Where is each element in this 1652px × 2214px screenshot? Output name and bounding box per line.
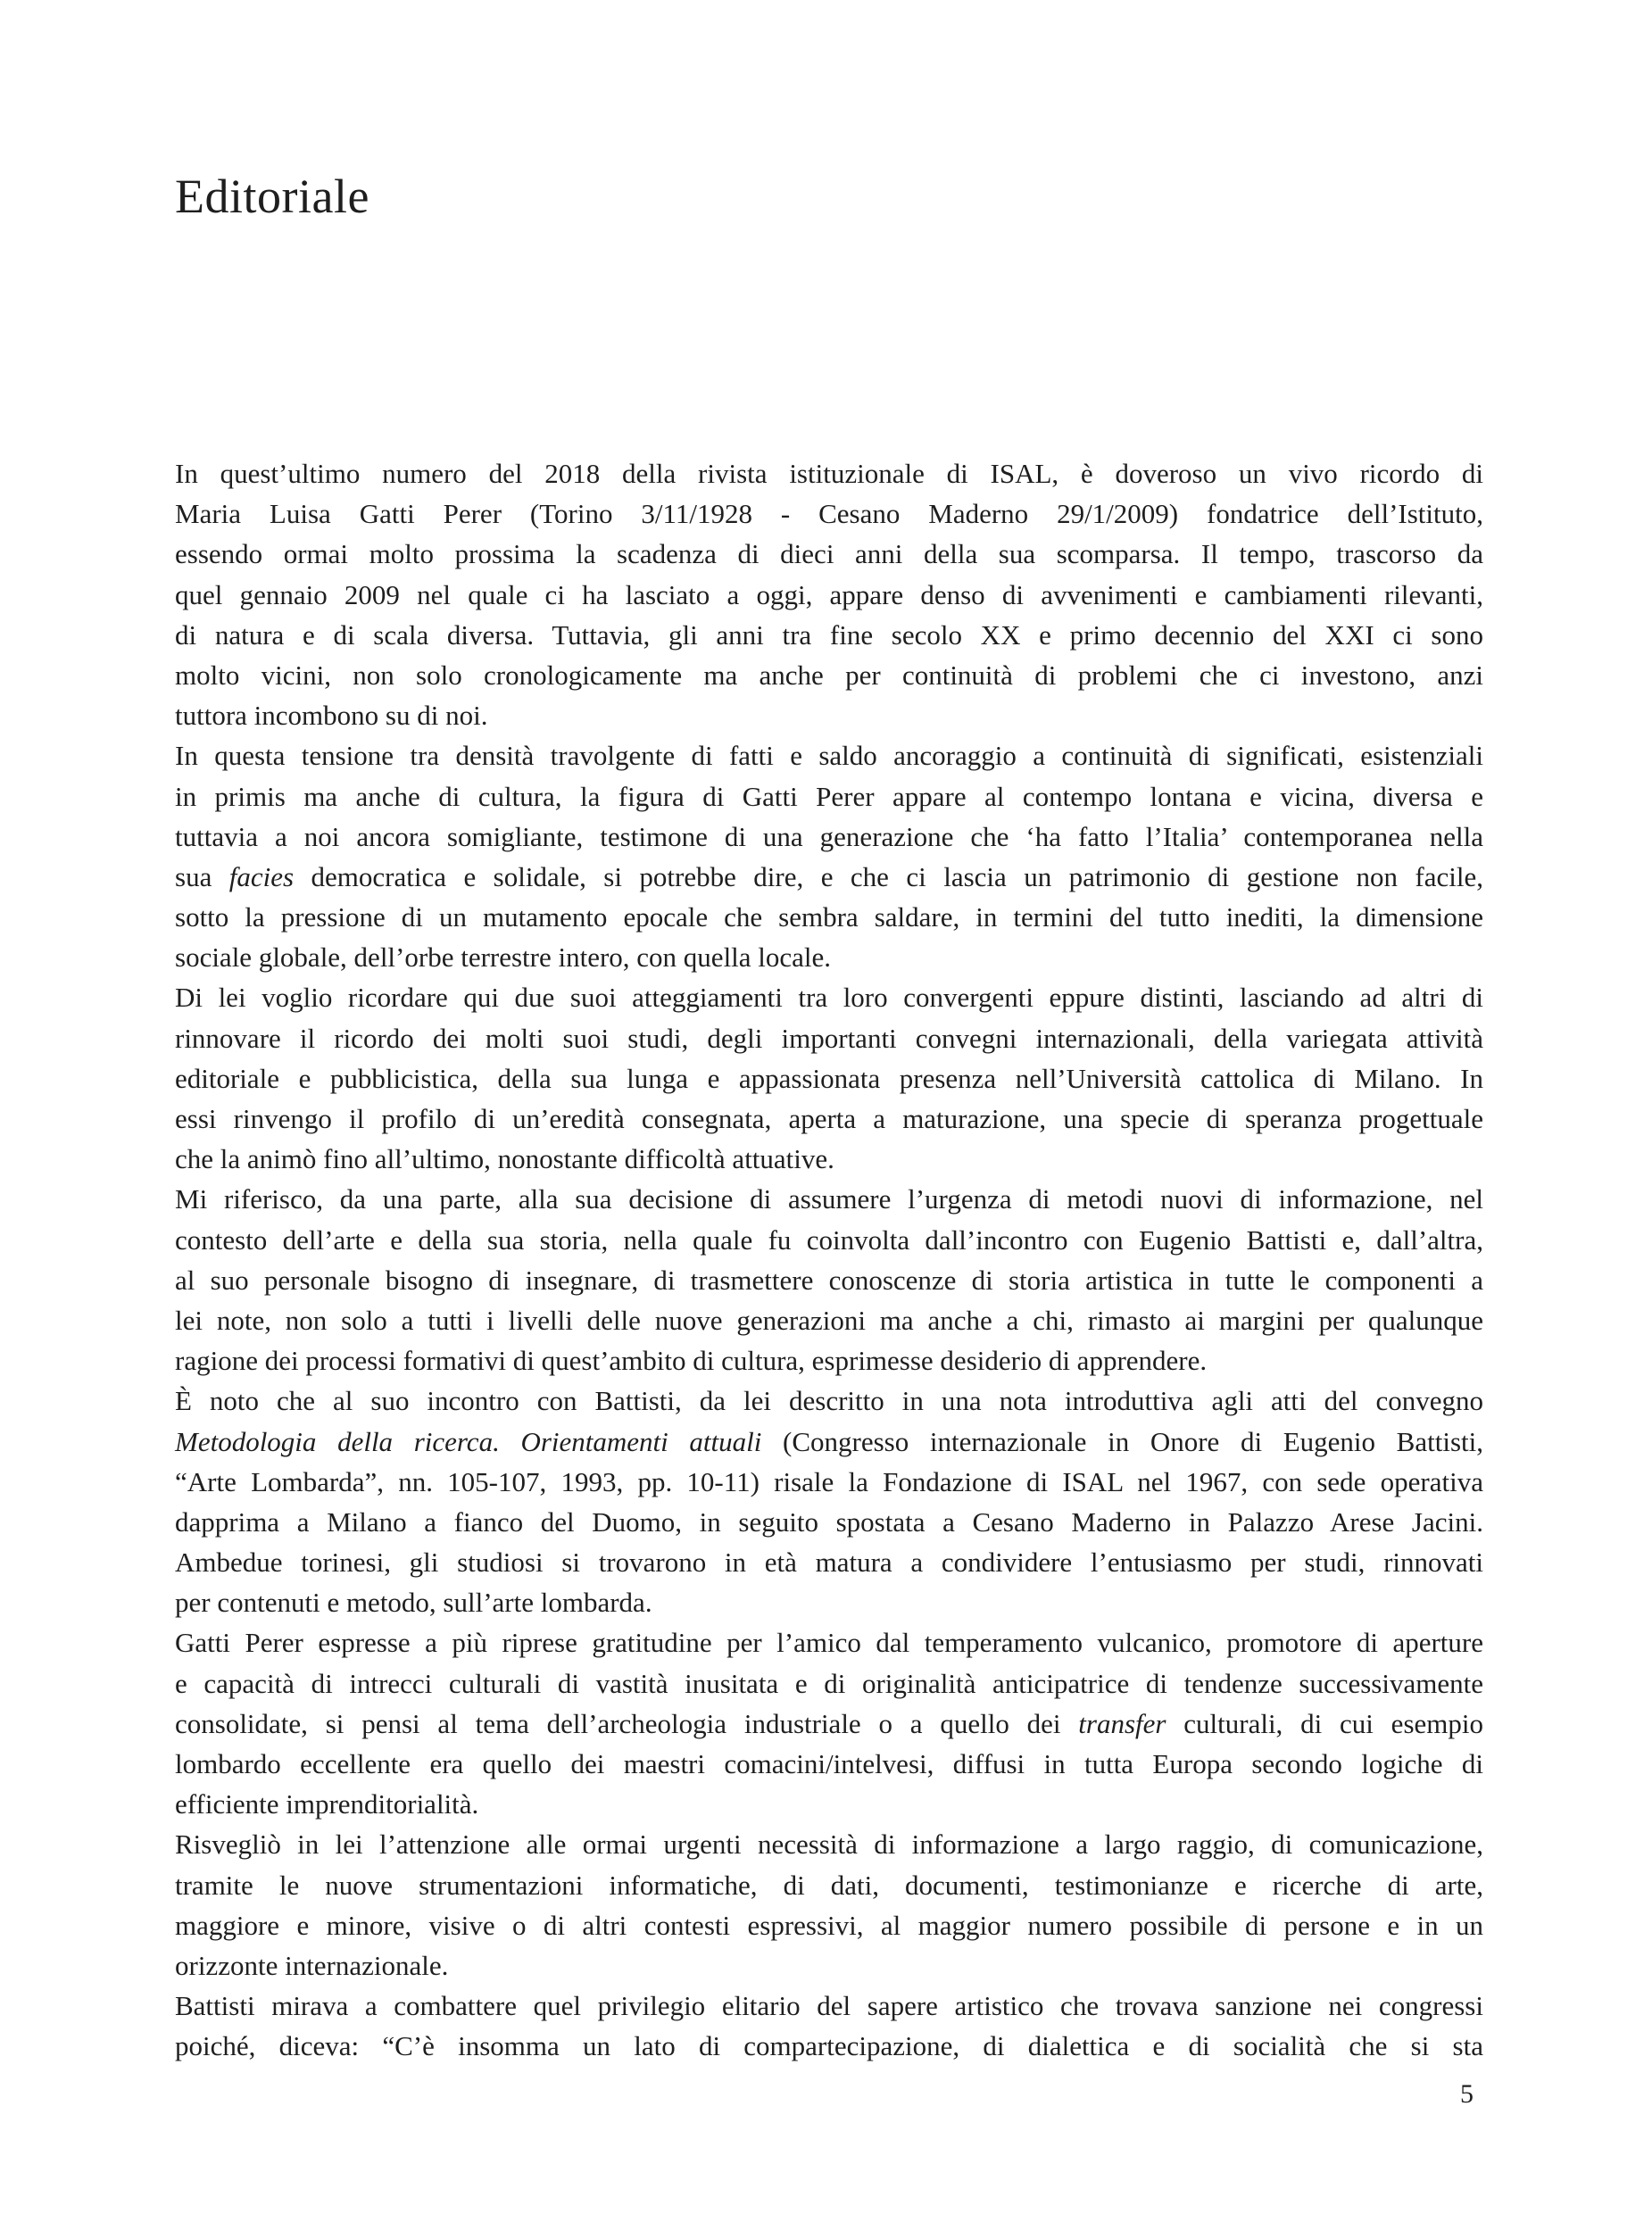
text-segment: orizzonte internazionale. <box>175 1949 449 1981</box>
text-line <box>175 1139 1483 1179</box>
text-segment: sotto la pressione di un mutamento epocale che sembra saldare, in termini del tutto inediti, la dimensione <box>175 901 1483 933</box>
text-line <box>175 2026 1483 2066</box>
text-segment: tramite le nuove strumentazioni informatiche, di dati, documenti, testimonianze e ricerche di arte, <box>175 1869 1483 1901</box>
text-segment: editoriale e pubblicistica, della sua lunga e appassionata presenza nell’Università cattolica di Milano. In <box>175 1062 1483 1094</box>
text-line <box>175 1986 1483 2026</box>
text-segment: tuttavia a noi ancora somigliante, testimone di una generazione che ‘ha fatto l’Italia’ contemporanea nella <box>175 820 1483 852</box>
text-segment: Ambedue torinesi, gli studiosi si trovarono in età matura a condividere l’entusiasmo per studi, rinnovati <box>175 1546 1483 1579</box>
text-line <box>175 493 1483 534</box>
text-segment: rinnovare il ricordo dei molti suoi studi, degli importanti convegni internazionali, della variegata attività <box>175 1022 1483 1054</box>
text-segment: Risvegliò in lei l’attenzione alle ormai urgenti necessità di informazione a largo raggio, di comunicazione, <box>175 1828 1483 1861</box>
text-line <box>175 735 1483 775</box>
text-segment: e capacità di intrecci culturali di vastità inusitata e di originalità anticipatrice di tendenze successivamente <box>175 1667 1483 1699</box>
text-segment: consolidate, si pensi al tema dell’archeologia industriale o a quello dei <box>175 1707 1079 1739</box>
text-segment: È noto che al suo incontro con Battisti, da lei descritto in una nota introduttiva agli atti del convegno <box>175 1385 1483 1417</box>
text-line <box>175 1300 1483 1340</box>
text-line <box>175 534 1483 574</box>
text-line <box>175 1582 1483 1622</box>
text-segment: maggiore e minore, visive o di altri contesti espressivi, al maggior numero possibile di persone e in un <box>175 1909 1483 1941</box>
text-segment: per contenuti e metodo, sull’arte lombarda. <box>175 1587 652 1619</box>
text-line <box>175 1784 1483 1824</box>
text-line <box>175 1422 1483 1462</box>
text-segment: Mi riferisco, da una parte, alla sua decisione di assumere l’urgenza di metodi nuovi di informazione, nel <box>175 1183 1483 1215</box>
text-segment: sociale globale, dell’orbe terrestre intero, con quella locale. <box>175 941 832 974</box>
text-segment: Battisti mirava a combattere quel privilegio elitario del sapere artistico che trovava sanzione nei congressi <box>175 1990 1483 2022</box>
text-segment: efficiente imprenditorialità. <box>175 1788 479 1820</box>
text-line <box>175 453 1483 493</box>
text-segment: ragione dei processi formativi di quest’ambito di cultura, esprimesse desiderio di apprendere. <box>175 1345 1208 1377</box>
text-segment: essi rinvengo il profilo di un’eredità consegnata, aperta a maturazione, una specie di speranza progettuale <box>175 1103 1483 1134</box>
text-line <box>175 897 1483 937</box>
text-segment: contesto dell’arte e della sua storia, nella quale fu coinvolta dall’incontro con Eugenio Battisti e, dall’altra, <box>175 1223 1483 1256</box>
text-segment: tuttora incombono su di noi. <box>175 700 488 732</box>
text-segment: democratica e solidale, si potrebbe dire, e che ci lascia un patrimonio di gestione non facile, <box>294 860 1483 892</box>
text-line <box>175 1704 1483 1744</box>
text-segment: poiché, diceva: “C’è insomma un lato di compartecipazione, di dialettica e di socialità che si sta <box>175 2030 1483 2062</box>
text-segment: (Congresso internazionale in Onore di Eugenio Battisti, <box>761 1425 1483 1457</box>
text-segment: di natura e di scala diversa. Tuttavia, gli anni tra fine secolo XX e primo decennio del XXI ci sono <box>175 618 1483 651</box>
text-line <box>175 1824 1483 1864</box>
text-line <box>175 1058 1483 1099</box>
text-line <box>175 1905 1483 1945</box>
text-line <box>175 817 1483 857</box>
text-segment: in primis ma anche di cultura, la figura di Gatti Perer appare al contempo lontana e vicina, diversa e <box>175 780 1483 812</box>
text-line <box>175 1744 1483 1784</box>
text-segment: lei note, non solo a tutti i livelli delle nuove generazioni ma anche a chi, rimasto ai margini per qualunque <box>175 1304 1483 1336</box>
text-line <box>175 937 1483 977</box>
editorial-body <box>175 453 1483 2067</box>
text-line <box>175 977 1483 1017</box>
page-title: Editoriale <box>175 170 369 223</box>
text-line <box>175 1945 1483 1986</box>
italic-segment: Metodologia della ricerca. Orientamenti attuali <box>175 1425 762 1457</box>
text-line <box>175 1663 1483 1704</box>
text-line <box>175 776 1483 817</box>
text-segment: quel gennaio 2009 nel quale ci ha lasciato a oggi, appare denso di avvenimenti e cambiamenti rilevanti, <box>175 578 1483 610</box>
text-segment: che la animò fino all’ultimo, nonostante difficoltà attuative. <box>175 1143 834 1175</box>
text-line <box>175 1622 1483 1663</box>
text-segment: In quest’ultimo numero del 2018 della rivista istituzionale di ISAL, è doveroso un vivo ricordo di <box>175 458 1483 489</box>
text-line <box>175 1502 1483 1542</box>
text-line <box>175 1865 1483 1905</box>
text-segment: lombardo eccellente era quello dei maestri comacini/intelvesi, diffusi in tutta Europa secondo logiche di <box>175 1748 1483 1779</box>
text-line <box>175 1260 1483 1300</box>
text-line <box>175 1462 1483 1502</box>
text-line <box>175 1220 1483 1260</box>
text-segment: culturali, di cui esempio <box>1166 1707 1483 1739</box>
text-segment: Gatti Perer espresse a più riprese gratitudine per l’amico dal temperamento vulcanico, promotore di aperture <box>175 1627 1483 1659</box>
text-line <box>175 1542 1483 1582</box>
italic-segment: facies <box>228 860 295 892</box>
text-line <box>175 575 1483 615</box>
text-line <box>175 1099 1483 1139</box>
italic-segment: transfer <box>1078 1707 1166 1739</box>
text-segment: molto vicini, non solo cronologicamente ma anche per continuità di problemi che ci investono, anzi <box>175 659 1483 691</box>
text-line <box>175 1340 1483 1381</box>
text-line <box>175 857 1483 897</box>
text-line <box>175 615 1483 655</box>
text-segment: Di lei voglio ricordare qui due suoi atteggiamenti tra loro convergenti eppure distinti, lasciando ad altri di <box>175 982 1483 1014</box>
text-line <box>175 1179 1483 1219</box>
text-segment: In questa tensione tra densità travolgente di fatti e saldo ancoraggio a continuità di significati, esistenziali <box>175 740 1483 772</box>
text-line <box>175 1018 1483 1058</box>
text-line <box>175 695 1483 735</box>
text-segment: “Arte Lombarda”, nn. 105-107, 1993, pp. 10-11) risale la Fondazione di ISAL nel 1967, con sede operativa <box>175 1465 1483 1497</box>
text-segment: dapprima a Milano a fianco del Duomo, in seguito spostata a Cesano Maderno in Palazzo Arese Jacini. <box>175 1505 1483 1538</box>
text-segment: Maria Luisa Gatti Perer (Torino 3/11/1928 - Cesano Maderno 29/1/2009) fondatrice dell’Istituto, <box>175 498 1483 530</box>
text-segment: sua <box>175 860 229 892</box>
page-number: 5 <box>1460 2079 1474 2109</box>
text-segment: al suo personale bisogno di insegnare, di trasmettere conoscenze di storia artistica in tutte le componenti a <box>175 1264 1483 1296</box>
text-segment: essendo ormai molto prossima la scadenza di dieci anni della sua scomparsa. Il tempo, trascorso da <box>175 538 1483 570</box>
text-line <box>175 655 1483 695</box>
text-line <box>175 1381 1483 1421</box>
